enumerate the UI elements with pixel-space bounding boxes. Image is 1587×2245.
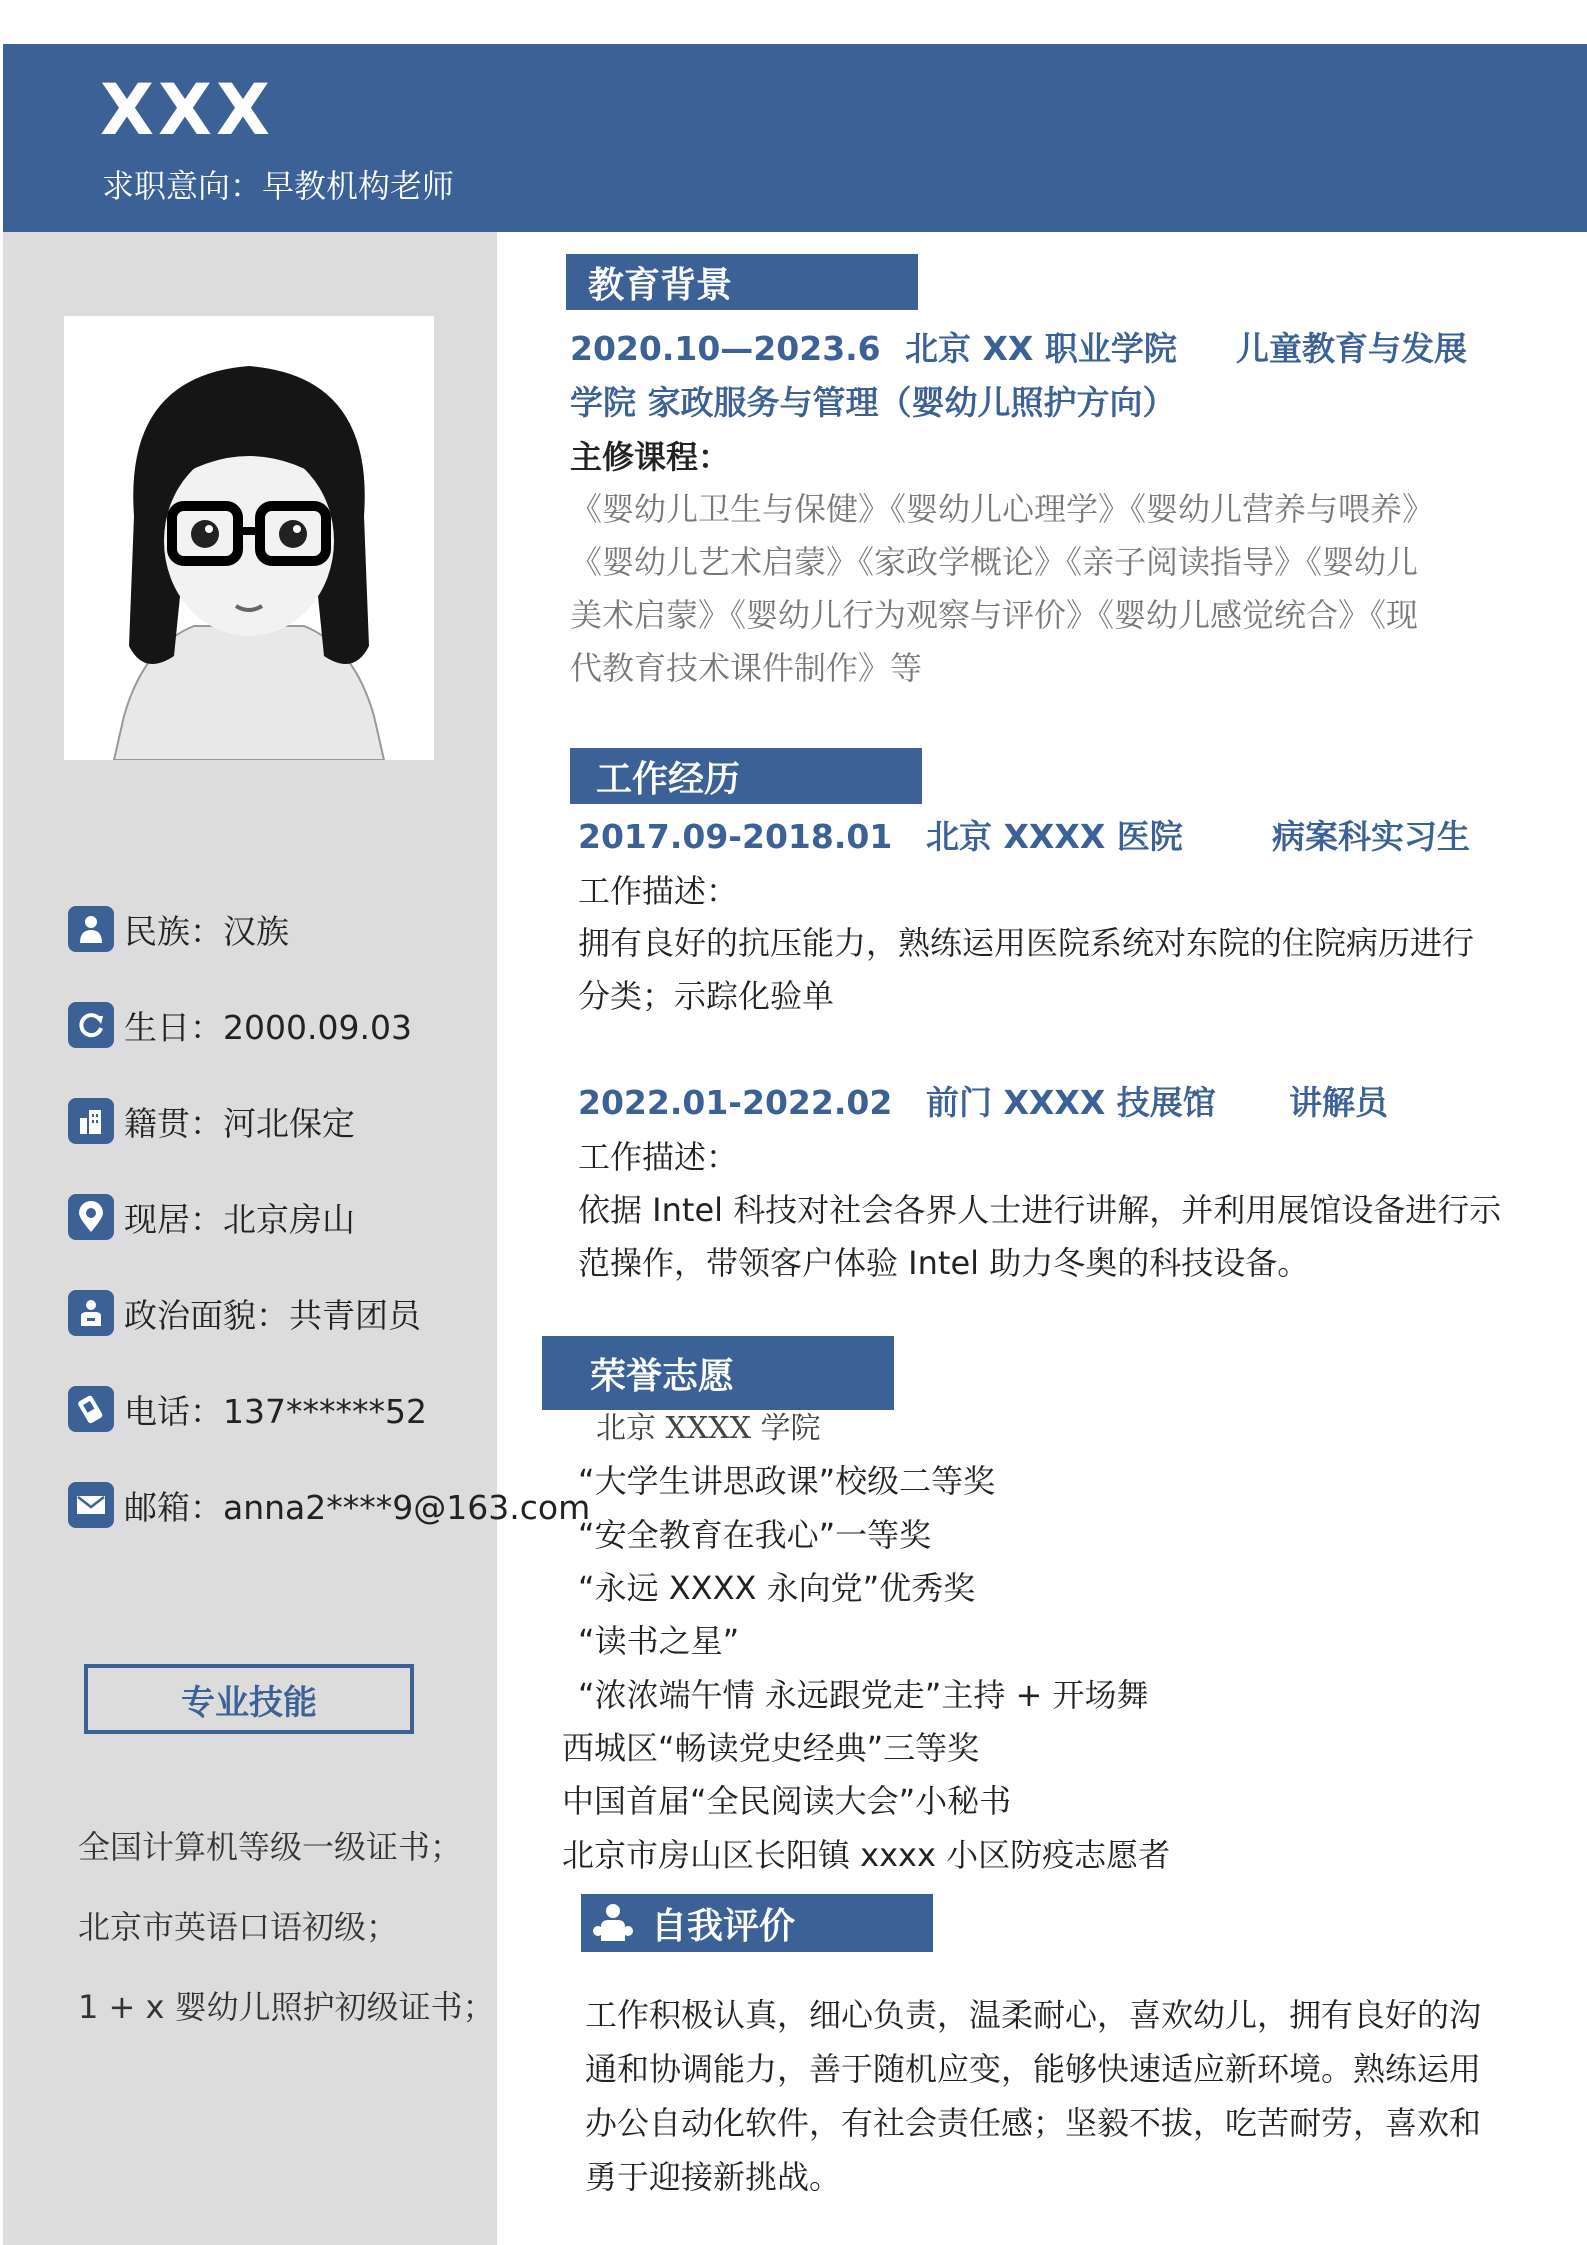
user-badge-icon [68,1290,114,1336]
self-eval-line: 办公自动化软件，有社会责任感；坚毅不拔，吃苦耐劳，喜欢和 [585,2104,1482,2142]
info-residence-text: 现居：北京房山 [124,1199,355,1239]
work-heading-text: 工作经历 [596,758,741,800]
education-date: 2020.10—2023.6 [570,329,881,368]
self-eval-heading [581,1894,933,1952]
education-school: 北京 XX 职业学院 [905,329,1177,368]
info-hometown [68,1094,355,1148]
job-date: 2022.01-2022.02 [578,1083,893,1122]
info-phone [68,1382,427,1436]
honor-item: “安全教育在我心”一等奖 [578,1516,932,1554]
location-pin-icon [68,1194,114,1240]
profile-photo [64,316,434,760]
job-intent: 求职意向：早教机构老师 [102,167,455,205]
job-role: 病案科实习生 [1272,817,1470,856]
job-desc-line: 分类；示踪化验单 [578,977,835,1015]
building-icon [68,1098,114,1144]
job-desc-line: 依据 Intel 科技对社会各界人士进行讲解，并利用展馆设备进行示 [578,1191,1502,1229]
person-icon [68,906,114,952]
honor-item: “浓浓端午情 永远跟党走”主持 + 开场舞 [578,1676,1149,1714]
job-desc-line: 拥有良好的抗压能力，熟练运用医院系统对东院的住院病历进行 [578,924,1475,962]
courses-line: 《婴幼儿艺术启蒙》《家政学概论》《亲子阅读指导》《婴幼儿 [570,543,1419,581]
info-email [68,1478,590,1532]
self-eval-heading-text: 自我评价 [651,1905,796,1947]
info-political [68,1286,421,1340]
self-eval-line: 工作积极认真，细心负责，温柔耐心，喜欢幼儿，拥有良好的沟 [585,1996,1482,2034]
info-hometown-text: 籍贯：河北保定 [124,1103,355,1143]
courses-line: 《婴幼儿卫生与保健》《婴幼儿心理学》《婴幼儿营养与喂养》 [570,490,1435,528]
refresh-icon [68,1002,114,1048]
honors-heading-text: 荣誉志愿 [590,1355,735,1397]
info-residence [68,1190,355,1244]
info-political-text: 政治面貌：共青团员 [124,1295,421,1335]
honors-school: 北京 XXXX 学院 [596,1411,821,1446]
info-email-text: 邮箱：anna2****9@163.com [124,1487,591,1527]
courses-label: 主修课程： [570,438,731,476]
candidate-name: XXX [100,69,274,151]
job-desc-label: 工作描述： [578,1138,739,1176]
job-role: 讲解员 [1289,1083,1388,1122]
info-ethnicity-text: 民族：汉族 [124,911,289,951]
skill-item: 北京市英语口语初级； [78,1908,399,1946]
education-major: 儿童教育与发展 [1236,329,1467,368]
skill-item: 全国计算机等级一级证书； [78,1828,463,1866]
education-heading-text: 教育背景 [588,264,733,306]
self-eval-line: 勇于迎接新挑战。 [585,2158,842,2196]
mail-icon [68,1482,114,1528]
job-org: 北京 XXXX 医院 [926,817,1183,856]
job-date: 2017.09-2018.01 [578,817,893,856]
skills-heading: 专业技能 [84,1664,414,1734]
skill-item: 1 + x 婴幼儿照护初级证书； [78,1988,495,2026]
info-birthday-text: 生日：2000.09.03 [124,1007,412,1047]
work-heading [570,748,922,804]
volunteer-item: 北京市房山区长阳镇 xxxx 小区防疫志愿者 [562,1836,1171,1874]
info-phone-text: 电话：137******52 [124,1391,427,1431]
honor-item: “大学生讲思政课”校级二等奖 [578,1462,996,1500]
user-group-icon [591,1901,635,1945]
honor-item: “读书之星” [578,1622,740,1660]
self-eval-line: 通和协调能力，善于随机应变，能够快速适应新环境。熟练运用 [585,2050,1482,2088]
volunteer-item: 中国首届“全民阅读大会”小秘书 [562,1782,1012,1820]
honor-item: “永远 XXXX 永向党”优秀奖 [578,1569,976,1607]
info-ethnicity [68,902,289,956]
education-heading [566,254,918,310]
education-major-detail: 学院 家政服务与管理（婴幼儿照护方向） [570,383,1176,422]
volunteer-item: 西城区“畅读党史经典”三等奖 [562,1729,980,1767]
courses-line: 美术启蒙》《婴幼儿行为观察与评价》《婴幼儿感觉统合》《现 [570,596,1419,634]
courses-line: 代教育技术课件制作》等 [570,649,923,687]
honors-heading [542,1336,894,1410]
job-desc-line: 范操作，带领客户体验 Intel 助力冬奥的科技设备。 [578,1244,1310,1282]
job-org: 前门 XXXX 技展馆 [926,1083,1216,1122]
info-birthday [68,998,412,1052]
phone-icon [68,1386,114,1432]
job-desc-label: 工作描述： [578,872,739,910]
